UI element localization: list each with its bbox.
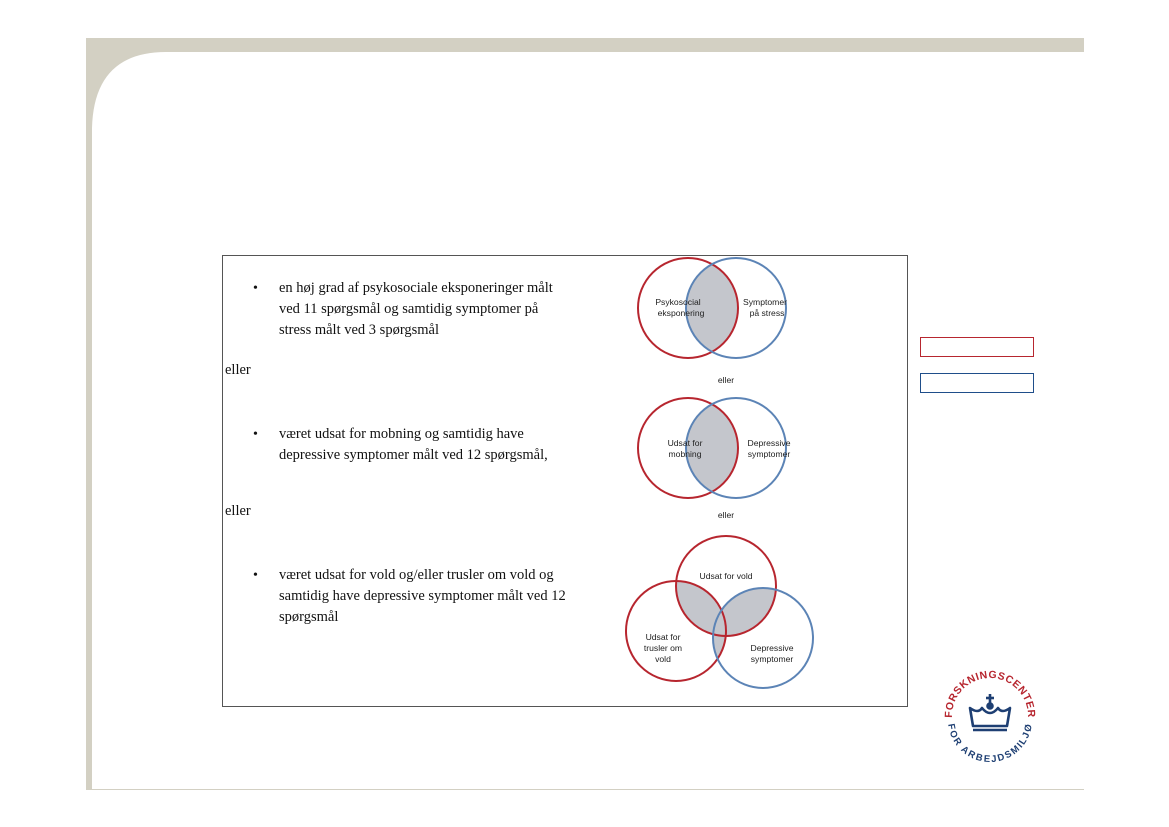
legend-box-blue <box>920 373 1034 393</box>
bullet-dot: • <box>253 427 258 442</box>
venn-1-left-label-line-1: Psykosocial <box>655 297 701 307</box>
logo-top-text: FORSKNINGSCENTER <box>942 668 1038 719</box>
venn-2-right-label-line-1: Depressive <box>747 438 791 448</box>
venn-diagrams <box>223 256 909 708</box>
venn-1-left-label-line-2: eksponering <box>657 308 705 318</box>
venn-1-right-label-line-1: Symptomer <box>743 297 787 307</box>
venn-3-left-label-line-1: Udsat for <box>645 632 681 642</box>
content-box <box>222 255 908 707</box>
venn-connector-2: eller <box>717 510 735 520</box>
venn-3-left-label-line-3: vold <box>655 654 671 664</box>
bullet-text-1: en høj grad af psykosociale eksponeringer målt ved 11 spørgsmål og samtidig symptomer på stress målt ved 3 spørgsmål <box>279 280 553 338</box>
venn-2-left-label-line-2: mobning <box>668 449 702 459</box>
venn-1-right-label-line-2: på stress <box>749 308 785 318</box>
venn-diagram-2 <box>638 398 791 498</box>
logo-bottom-text: FOR ARBEJDSMILJØ <box>944 722 1036 764</box>
venn-3-right-label-line-2: symptomer <box>750 654 794 664</box>
venn-3-top-label: Udsat for vold <box>699 571 753 581</box>
bullet-dot: • <box>253 281 258 296</box>
venn-diagram-1 <box>638 258 787 358</box>
connector-text-2: eller <box>225 503 251 519</box>
bullet-text-3: været udsat for vold og/eller trusler om vold og samtidig have depressive symptomer målt ved 12 spørgsmål <box>279 567 566 625</box>
venn-2-right-label-line-2: symptomer <box>747 449 791 459</box>
venn-connector-1: eller <box>717 375 735 385</box>
venn-3-right-label-line-1: Depressive <box>750 643 794 653</box>
connector-text-1: eller <box>225 362 251 378</box>
venn-diagram-3 <box>626 536 813 688</box>
crown-icon <box>970 694 1010 730</box>
venn-3-left-label-line-2: trusler om <box>643 643 683 653</box>
venn-2-left-label-line-1: Udsat for <box>667 438 703 448</box>
bullet-text-2: været udsat for mobning og samtidig have depressive symptomer målt ved 12 spørgsmål, <box>279 426 548 463</box>
bullet-dot: • <box>253 568 258 583</box>
legend-box-red <box>920 337 1034 357</box>
logo-forskningscenter <box>940 664 1040 764</box>
